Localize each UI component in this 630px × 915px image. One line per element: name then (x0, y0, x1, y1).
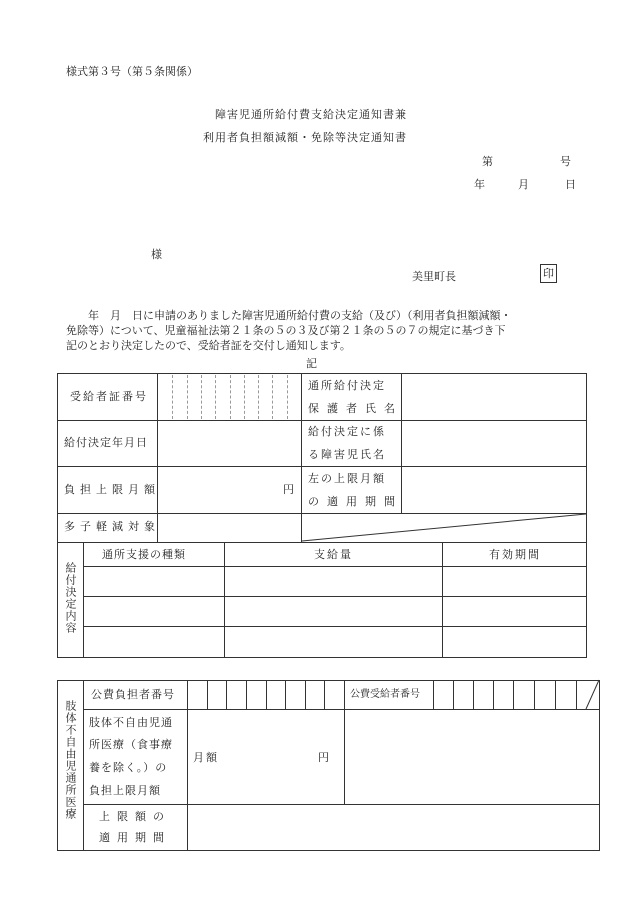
ki-label: 記 (306, 357, 317, 370)
date-day: 日 (565, 178, 576, 191)
addressee-suffix: 様 (151, 248, 162, 261)
form-code: 様式第３号（第５条関係） (66, 65, 198, 78)
limit2-label-2: 所医療（食事療 (89, 738, 173, 751)
content-side-label: 給付決定内容 (64, 562, 77, 634)
issuer-name: 美里町長 (412, 270, 456, 283)
title-line-1: 障害児通所給付費支給決定通知書兼 (215, 108, 407, 121)
limit-yen: 円 (283, 483, 296, 496)
period2-label-2: 適用期間 (99, 831, 171, 844)
period-label-1: 左の上限月額 (308, 472, 386, 485)
period-label-2: の適用期間 (308, 495, 403, 508)
child-label-2: る障害児氏名 (308, 448, 386, 461)
body-line-1: 年 月 日に申請のありました障害児通所給付費の支給（及び）（利用者負担額減額・ (88, 309, 512, 322)
guardian-label-1: 通所給付決定 (308, 379, 386, 392)
limit-label: 負担上限月額 (64, 483, 160, 496)
col-amount: 支給量 (314, 548, 353, 561)
decision-date-label: 給付決定年月日 (64, 436, 148, 449)
recipient-no-label: 受給者証番号 (70, 390, 148, 403)
body-line-3: 記のとおり決定したので、受給者証を交付し通知します。 (66, 339, 351, 352)
date-month: 月 (518, 178, 529, 191)
public-payer-label: 公費負担者番号 (91, 688, 175, 701)
guardian-label-2: 保護者氏名 (308, 402, 403, 415)
body-line-2: 免除等）について、児童福祉法第２１条の５の３及び第２１条の５の７の規定に基づき下 (66, 324, 506, 337)
limit2-label-4: 負担上限月額 (89, 784, 161, 797)
date-year: 年 (474, 178, 485, 191)
limit2-label-3: 養を除く。）の (89, 761, 168, 774)
period2-label-1: 上限額の (99, 810, 171, 823)
medical-side-label: 肢体不自由児通所医療 (64, 700, 77, 820)
multi-child-label: 多子軽減対象 (64, 520, 160, 533)
public-recipient-label: 公費受給者番号 (350, 689, 420, 700)
child-label-1: 給付決定に係 (308, 425, 386, 438)
monthly-label: 月額 (193, 751, 219, 764)
seal-stamp: 印 (540, 264, 557, 283)
title-line-2: 利用者負担額減額・免除等決定通知書 (203, 131, 407, 144)
number-go: 号 (560, 155, 571, 168)
col-service: 通所支援の種類 (102, 548, 186, 561)
monthly-yen: 円 (318, 751, 331, 764)
number-dai: 第 (482, 155, 493, 168)
col-valid: 有効期間 (489, 548, 541, 561)
limit2-label-1: 肢体不自由児通 (89, 716, 173, 729)
